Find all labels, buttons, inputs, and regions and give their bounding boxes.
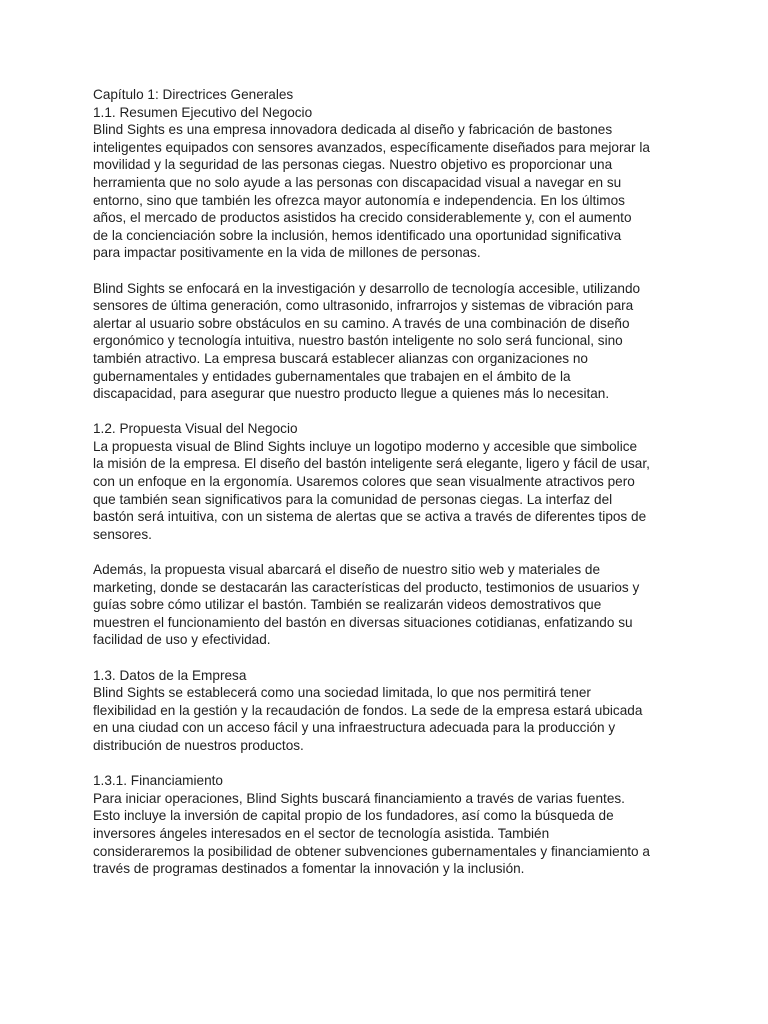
text-line: la misión de la empresa. El diseño del bastón inteligente será elegante, ligero y fácil de usar,	[93, 456, 650, 472]
text-line: gubernamentales y entidades gubernamentales que trabajen en el ámbito de la	[93, 368, 571, 384]
text-line: inteligentes equipados con sensores avanzados, específicamente diseñados para mejorar la	[93, 139, 650, 155]
paragraph-spacer	[93, 649, 685, 667]
text-line: La propuesta visual de Blind Sights incluye un logotipo moderno y accesible que simbolice	[93, 438, 638, 454]
text-line: de la concienciación sobre la inclusión, hemos identificado una oportunidad significativa	[93, 227, 622, 243]
text-line: también atractivo. La empresa buscará establecer alianzas con organizaciones no	[93, 350, 588, 366]
text-line: entorno, sino que también les ofrezca mayor autonomía e independencia. En los últimos	[93, 192, 625, 208]
text-line: Esto incluye la inversión de capital propio de los fundadores, así como la búsqueda de	[93, 808, 614, 824]
text-line: Blind Sights se establecerá como una sociedad limitada, lo que nos permitirá tener	[93, 685, 591, 701]
text-line: discapacidad, para asegurar que nuestro producto llegue a quienes más lo necesitan.	[93, 386, 610, 402]
text-line: Para iniciar operaciones, Blind Sights buscará financiamiento a través de varias fuentes.	[93, 790, 625, 806]
paragraph-spacer	[93, 755, 685, 773]
text-block	[93, 420, 685, 543]
text-block	[93, 561, 685, 649]
text-line: sensores de última generación, como ultrasonido, infrarrojos y sistemas de vibración para	[93, 298, 634, 314]
text-line: que también sean significativos para la comunidad de personas ciegas. La interfaz del	[93, 491, 613, 507]
text-block	[93, 667, 685, 755]
text-line: en una ciudad con un acceso fácil y una infraestructura adecuada para la producción y	[93, 720, 616, 736]
text-line: través de programas destinados a fomentar la innovación y la inclusión.	[93, 861, 525, 877]
text-block	[93, 86, 685, 262]
paragraph-spacer	[93, 543, 685, 561]
text-line: herramienta que no solo ayude a las personas con discapacidad visual a navegar en su	[93, 174, 622, 190]
text-line: consideraremos la posibilidad de obtener subvenciones gubernamentales y financiamiento a	[93, 843, 650, 859]
paragraph-spacer	[93, 262, 685, 280]
text-block	[93, 772, 685, 878]
text-line: sensores.	[93, 526, 152, 542]
text-line: 1.2. Propuesta Visual del Negocio	[93, 421, 298, 437]
text-line: años, el mercado de productos asistidos ha crecido considerablemente y, con el aumento	[93, 210, 632, 226]
text-line: Capítulo 1: Directrices Generales	[93, 87, 294, 102]
document-body	[93, 86, 685, 878]
text-block	[93, 280, 685, 403]
text-line: facilidad de uso y efectividad.	[93, 632, 271, 648]
text-line: con un enfoque en la ergonomía. Usaremos colores que sean visualmente atractivos pero	[93, 474, 635, 490]
text-line: distribución de nuestros productos.	[93, 737, 304, 753]
text-line: Blind Sights es una empresa innovadora dedicada al diseño y fabricación de bastones	[93, 122, 613, 138]
text-line: muestren el funcionamiento del bastón en diversas situaciones cotidianas, enfatizando su	[93, 614, 633, 630]
text-line: movilidad y la seguridad de las personas ciegas. Nuestro objetivo es proporcionar una	[93, 157, 613, 173]
text-line: flexibilidad en la gestión y la recaudación de fondos. La sede de la empresa estará ubicada	[93, 702, 643, 718]
text-line: para impactar positivamente en la vida de millones de personas.	[93, 245, 481, 261]
text-line: Blind Sights se enfocará en la investigación y desarrollo de tecnología accesible, utilizando	[93, 280, 641, 296]
text-line: guías sobre cómo utilizar el bastón. También se realizarán videos demostrativos que	[93, 597, 602, 613]
text-line: alertar al usuario sobre obstáculos en su camino. A través de una combinación de diseño	[93, 315, 630, 331]
text-line: 1.1. Resumen Ejecutivo del Negocio	[93, 104, 313, 120]
paragraph-spacer	[93, 403, 685, 421]
text-line: marketing, donde se destacarán las características del producto, testimonios de usuarios y	[93, 579, 640, 595]
text-line: 1.3. Datos de la Empresa	[93, 667, 247, 683]
text-line: Además, la propuesta visual abarcará el diseño de nuestro sitio web y materiales de	[93, 562, 601, 578]
text-line: inversores ángeles interesados en el sector de tecnología asistida. También	[93, 825, 550, 841]
text-line: 1.3.1. Financiamiento	[93, 773, 223, 789]
text-line: ergonómico y tecnología intuitiva, nuestro bastón inteligente no solo será funcional, sino	[93, 333, 623, 349]
text-line: bastón será intuitiva, con un sistema de alertas que se activa a través de diferentes tipos de	[93, 509, 647, 525]
